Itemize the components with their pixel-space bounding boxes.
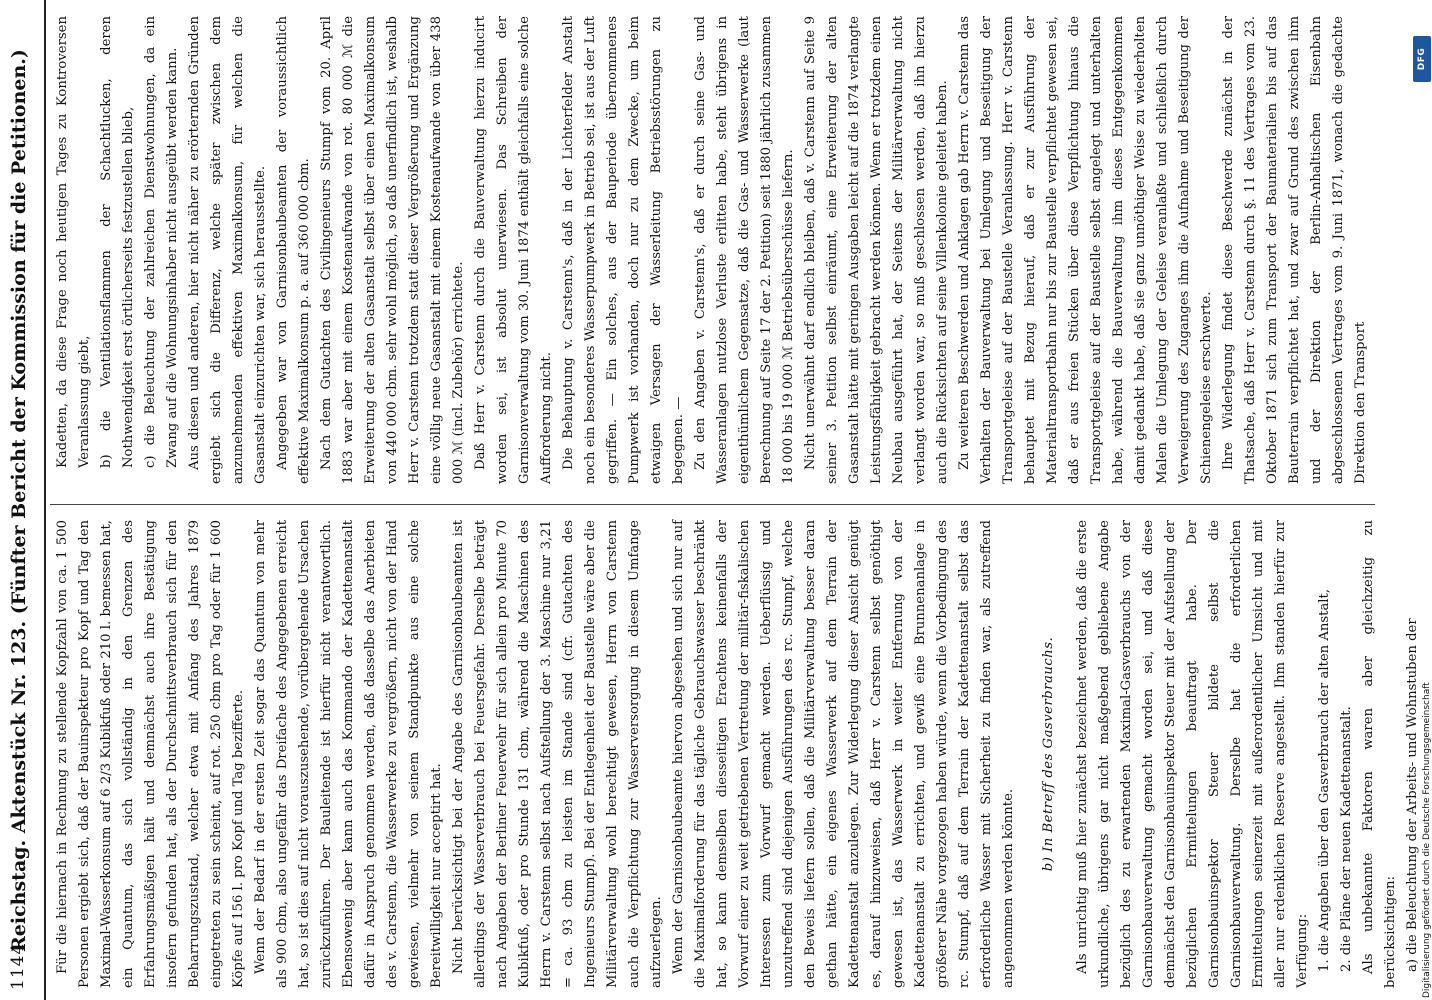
paragraph: Nicht berücksichtigt bei der Angabe des Garnisonbaubeamten ist allerdings der Wasserverbrauch bei Feuersgefahr. Derselbe beträgt nach Angaben der Berliner Feuerwehr für sich allein pro Minute 70 Kubikfuß, oder pro Stunde 131 cbm, während die Maschinen des Herrn v. Carstenn selbst nach Aufstellung der 3. Maschine nur 3,21 = ca. 93 cbm zu leisten im Stande sind (cfr. Gutachten des Ingenieurs Stumpf). Bei der Entlegenheit der Baustelle wäre aber die Militärverwaltung wohl berechtigt gewesen, Herrn von Carstenn auch die Verpflichtung zur Wasserversorgung in diesem Umfange aufzuerlegen.: [451, 520, 664, 988]
section-heading: b) In Betreff des Gasverbrauchs.: [1041, 636, 1056, 872]
paragraph: Angegeben war von Garnisonbaubeamten der voraussichtlich effektive Maximalkonsum p. a. auf 360 000 cbm.: [275, 16, 312, 484]
header-rule: [44, 0, 46, 1000]
paragraph: Für die hiernach in Rechnung zu stellende Kopfzahl von ca. 1 500 Personen ergiebt sich, daß der Bauinspekteur pro Kopf und Tag den Maximal-Wasserkonsum auf 6 2/3 Kubikfuß oder 210 l. bemessen hat, ein Quantum, das sich vollständig in den Grenzen des Erfahrungsmäßigen hält und demnächst auch ihre Bestätigung insofern gefunden hat, als der Durchschnittsverbrauch sich für den Beharrungszustand, welcher etwa mit Anfang des Jahres 1879 eingetreten zu sein scheint, auf rot. 250 cbm pro Tag oder für 1 600 Köpfe auf 156 l. pro Kopf und Tag bezifferte.: [55, 520, 246, 988]
dfg-logo-text: DFG: [1417, 47, 1427, 71]
list-item: c) die Beleuchtung der zahlreichen Dienstwohnungen, da ein Zwang auf die Wohnungsinhaber nicht ausgeübt werden kann.: [143, 16, 180, 468]
paragraph: Ihre Widerlegung findet diese Beschwerde zunächst in der Thatsache, daß Herr v. Carstenn durch §. 11 des Vertrages vom 23. Oktober 1871 sich zum Transport der Baumaterialien bis auf das Bauterrain verpflichtet hat, und zwar auf Grund des zwischen ihm und der Direktion der Berlin-Anhaltischen Eisenbahn abgeschlossenen Vertrages vom 9. Juni 1871, wonach die gedachte Direktion den Transport: [1221, 16, 1368, 484]
column-divider: [50, 504, 1375, 505]
page-header: [0, 0, 44, 1000]
paragraph: Wenn der Bedarf in der ersten Zeit sogar das Quantum von mehr als 900 cbm, also ungefähr das Dreifache des Angegebenen erreicht hat, so ist dies auf nicht vorauszusehende, vorübergehende Ursachen zurückzuführen. Der Bauleitende ist hierfür nicht verantwortlich. Ebensowenig aber kann auch das Kommando der Kadettenanstalt dafür in Anspruch genommen werden, daß dasselbe das Anerbieten des v. Carstenn, die Wasserwerke zu vergrößern, nicht von der Hand gewiesen, vielmehr von seinem Standpunkte aus eine solche Bereitwilligkeit nur acceptirt hat.: [253, 520, 444, 988]
paragraph: Nicht unerwähnt darf endlich bleiben, daß v. Carstenn auf Seite 9 seiner 3. Petition selbst einräumt, eine Erweiterung der alten Gasanstalt hätte mit geringen Ausgaben leicht auf die 1874 verlangte Leistungsfähigkeit gebracht werden können. Wenn er trotzdem einen Neubau ausgeführt hat, der Seitens der Militärverwaltung nicht verlangt worden war, so muß geschlossen werden, daß ihn hierzu auch die Rücksichten auf seine Villenkolonie geleitet haben.: [803, 16, 950, 484]
left-column: [52, 520, 1420, 988]
paragraph: Daß Herr v. Carstenn durch die Bauverwaltung hierzu inducirt worden sei, ist absolut unerwiesen. Das Schreiben der Garnisonverwaltung vom 30. Juni 1874 enthält gleichfalls eine solche Aufforderung nicht.: [473, 16, 554, 484]
list-item: a) die Beleuchtung der Arbeits- und Wohnstuben der: [1405, 618, 1420, 972]
list-item: 1. die Angaben über den Gasverbrauch der alten Anstalt,: [1317, 588, 1332, 972]
paragraph: Die Behauptung v. Carstenn's, daß in der Lichterfelder Anstalt noch ein besonderes Wasserpumpwerk in Betrieb sei, ist aus der Luft gegriffen. — Ein solches, aus der Bauperiode übernommenes Pumpwerk ist vorhanden, doch nur zu dem Zwecke, um beim etwaigen Versagen der Wasserleitung Betriebsstörungen zu begegnen. —: [561, 16, 686, 484]
paragraph: Als unbekannte Faktoren waren aber gleichzeitig zu berücksichtigen:: [1361, 520, 1398, 988]
paragraph: Aus diesen und anderen, hier nicht näher zu erörternden Gründen ergiebt sich die Differenz, welche später zwischen dem anzunehmenden effektiven Maximalkonsum, für welchen die Gasanstalt einzurichten war, sich herausstellte.: [187, 16, 268, 484]
running-title: Reichstag. Aktenstück Nr. 123. (Fünfter Bericht der Kommission für die Petitionen.): [8, 49, 30, 952]
list-item: 2. die Pläne der neuen Kadettenanstalt.: [1339, 706, 1354, 972]
paragraph: Wenn der Garnisonbaubeamte hiervon abgesehen und sich nur auf die Maximalforderung für das tägliche Gebrauchswasser beschränkt hat, so kann demselben diesseitigen Erachtens keinenfalls der Vorwurf einer zu weit getriebenen Vertretung der militär-fiskalischen Interessen zum Vorwurf gemacht werden. Ueberflüssig und unzutreffend sind diejenigen Ausführungen des rc. Stumpf, welche den Beweis liefern sollen, daß die Militärverwaltung besser daran gethan hätte, ein eigenes Wasserwerk auf dem Terrain der Kadettenanstalt anzulegen. Zur Widerlegung dieser Ansicht genügt es, darauf hinzuweisen, daß Herr v. Carstenn selbst genöthigt gewesen ist, das Wasserwerk in weiter Entfernung von der Kadettenanstalt zu errichten, und gewiß eine Brunnenanlage in größerer Nähe vorgezogen haben würde, wenn die Vorbedingung des rc. Stumpf, daß auf dem Terrain der Kadettenanstalt selbst das erforderliche Wasser mit Sicherheit zu finden war, als zutreffend angenommen werden könnte.: [671, 520, 1016, 988]
paragraph: Zu weiteren Beschwerden und Anklagen gab Herrn v. Carstenn das Verhalten der Bauverwaltung bei Umlegung und Beseitigung der Transportgeleise auf der Baustelle Veranlassung. Herr v. Carstenn behauptet mit Bezug hierauf, daß er zur Ausführung der Materialtransportbahn nur bis zur Baustelle verpflichtet gewesen sei, daß er aus freien Stücken über diese Verpflichtung hinaus die Transportgeleise auf der Baustelle selbst angelegt und unterhalten habe, während die Bauverwaltung ihm dieses Entgegenkommen damit gedankt habe, daß sie ganz unnöthiger Weise zu wiederholten Malen die Umlegung der Geleise veranlaßte und schließlich durch Verweigerung des Zuganges ihm die Aufnahme und Beseitigung der Schienengeleise erschwerte.: [957, 16, 1214, 484]
paragraph: Zu den Angaben v. Carstenn's, daß er durch seine Gas- und Wasseranlagen nutzlose Verluste erlitten habe, steht übrigens in eigenthümlichem Gegensatze, daß die Gas- und Wasserwerke (laut Berechnung auf Seite 17 der 2. Petition) seit 1880 jährlich zusammen 18 000 bis 19 000 ℳ Betriebsüberschüsse liefern.: [693, 16, 796, 484]
paragraph: Nach dem Gutachten des Civilingenieurs Stumpf vom 20. April 1883 war aber mit einem Kostenaufwande von rot. 80 000 ℳ die Erweiterung der alten Gasanstalt selbst über einen Maximalkonsum von 440 000 cbm. sehr wohl möglich, so daß unerfindlich ist, weshalb Herr v. Carstenn trotzdem statt dieser Vergrößerung und Ergänzung eine völlig neue Gasanstalt mit einem Kostenaufwande von über 438 000 ℳ (incl. Zubehör) errichtete.: [319, 16, 466, 484]
list-item: Kadetten, da diese Frage noch heutigen Tages zu Kontroversen Veranlassung giebt,: [55, 16, 92, 468]
dfg-logo: [1413, 36, 1431, 82]
right-column: [52, 16, 1372, 484]
paragraph: Als unrichtig muß hier zunächst bezeichnet werden, daß die erste urkundliche, übrigens gar nicht maßgebend gebliebene Angabe bezüglich des zu erwartenden Maximal-Gasverbrauchs von der Garnisonbauverwaltung gemacht worden sei, und daß diese demnächst den Garnisonbauinspektor Steuer mit der Aufstellung der bezüglichen Ermittelungen beauftragt habe. Der Garnisonbauinspektor Steuer bildete selbst die Garnisonbauverwaltung. Derselbe hat die erforderlichen Ermittelungen seinerzeit mit außerordentlicher Umsicht und mit aller nur erdenklichen Reserve angestellt. Ihm standen hierfür zur Verfügung:: [1075, 520, 1310, 988]
digitization-credit: Digitalisierung gefördert durch die Deutsche Forschungsgemeinschaft: [1422, 682, 1432, 998]
page-number: 1144: [8, 942, 28, 990]
list-item: b) die Ventilationsflammen der Schachtlucken, deren Nothwendigkeit erst örtlicherseits festzustellen blieb,: [99, 16, 136, 468]
